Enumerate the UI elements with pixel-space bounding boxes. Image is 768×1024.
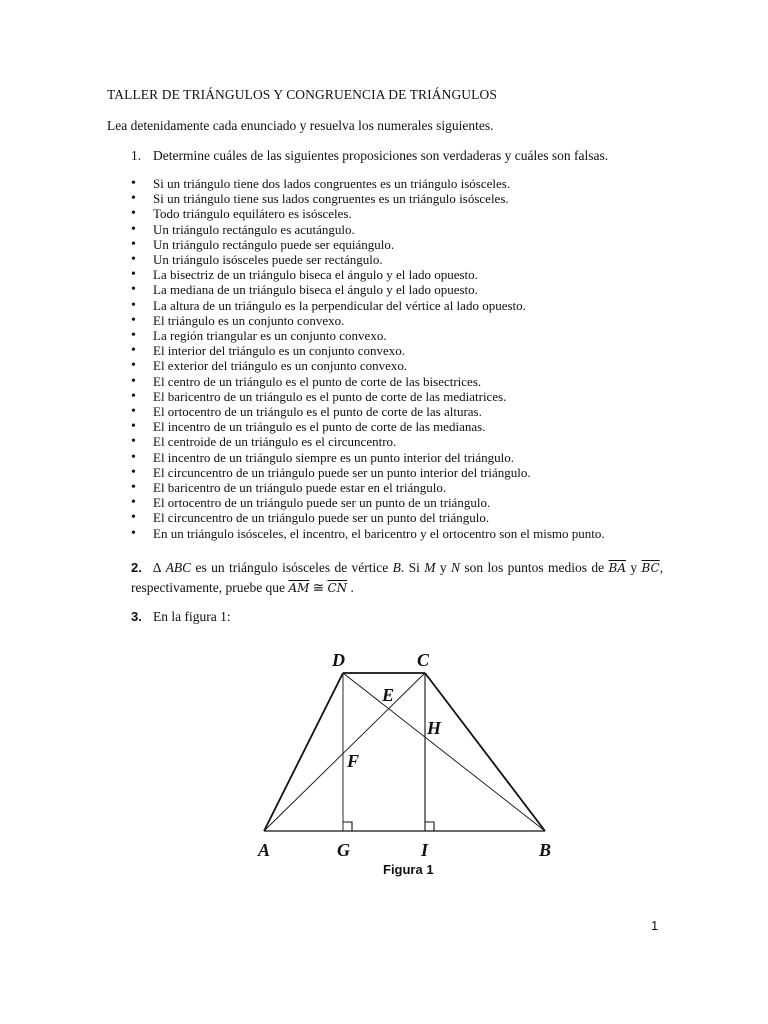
label-b: B: [539, 840, 552, 860]
delta-symbol: ∆: [153, 560, 162, 575]
list-item: • El centro de un triángulo es el punto de corte de las bisectrices.: [131, 374, 605, 389]
list-item: • El triángulo es un conjunto convexo.: [131, 313, 605, 328]
list-item: • Un triángulo rectángulo puede ser equiángulo.: [131, 237, 605, 252]
question-2-text-1: es un triángulo isósceles de vértice: [195, 560, 389, 575]
question-3-number: 3.: [131, 609, 142, 624]
right-angle-g: [343, 822, 352, 831]
conjunction-y: y: [630, 560, 638, 575]
congruence-symbol: ≅: [312, 580, 325, 595]
question-2-text-2: . Si: [400, 560, 420, 575]
label-i: I: [421, 840, 429, 860]
list-item: • El exterior del triángulo es un conjunto convexo.: [131, 358, 605, 373]
question-1: [131, 148, 608, 164]
intro-text: Lea detenidamente cada enunciado y resuelva los numerales siguientes.: [107, 118, 494, 133]
list-item: • El baricentro de un triángulo puede estar en el triángulo.: [131, 480, 605, 495]
question-3: [131, 609, 231, 625]
figure-caption: Figura 1: [383, 862, 434, 877]
side-cb: [425, 673, 545, 831]
question-2-number: 2.: [131, 560, 142, 575]
label-f: F: [347, 751, 360, 771]
page-number: 1: [651, 918, 659, 933]
question-2-text-4: , respectivamente, pruebe que: [131, 560, 664, 595]
question-3-text: En la figura 1:: [153, 609, 231, 624]
label-g: G: [337, 840, 350, 860]
question-1-text: Determine cuáles de las siguientes proposiciones son verdaderas y cuáles son falsas.: [153, 148, 609, 163]
list-item: • El centroide de un triángulo es el circuncentro.: [131, 434, 605, 449]
trapezoid-diagram: [240, 640, 570, 890]
list-item: • La mediana de un triángulo biseca el ángulo y el lado opuesto.: [131, 282, 605, 297]
list-item: • La altura de un triángulo es la perpendicular del vértice al lado opuesto.: [131, 298, 605, 313]
label-h: H: [427, 718, 442, 738]
point-m: M: [424, 560, 436, 575]
list-item: • El interior del triángulo es un conjunto convexo.: [131, 343, 605, 358]
list-item: • El incentro de un triángulo siempre es un punto interior del triángulo.: [131, 450, 605, 465]
point-n: N: [451, 560, 461, 575]
list-item: • El ortocentro de un triángulo es el punto de corte de las alturas.: [131, 404, 605, 419]
question-2: [131, 558, 663, 598]
list-item: • El circuncentro de un triángulo puede ser un punto del triángulo.: [131, 510, 605, 525]
question-2-end: .: [350, 580, 354, 595]
page-title: TALLER DE TRIÁNGULOS Y CONGRUENCIA DE TRIÁNGULOS: [107, 87, 497, 102]
list-item: • El circuncentro de un triángulo puede ser un punto interior del triángulo.: [131, 465, 605, 480]
vertex-b: B: [392, 560, 401, 575]
list-item: • Todo triángulo equilátero es isósceles.: [131, 206, 605, 221]
question-1-number: 1.: [131, 148, 142, 163]
list-item: • El ortocentro de un triángulo puede ser un punto de un triángulo.: [131, 495, 605, 510]
list-item: • Un triángulo isósceles puede ser rectángulo.: [131, 252, 605, 267]
diagonal-ac: [264, 673, 425, 831]
label-d: D: [332, 650, 345, 670]
triangle-abc: ABC: [165, 560, 192, 575]
segment-ba: $\overline{BA}$: [608, 561, 626, 575]
segment-cn: $\overline{CN}$: [327, 581, 348, 595]
label-e: E: [382, 685, 395, 705]
side-ad: [264, 673, 343, 831]
label-c: C: [417, 650, 430, 670]
proposition-list: [131, 176, 605, 541]
conjunction-y: y: [439, 560, 447, 575]
right-angle-i: [425, 822, 434, 831]
segment-bc: $\overline{BC}$: [641, 561, 660, 575]
list-item: • En un triángulo isósceles, el incentro, el baricentro y el ortocentro son el mismo punto.: [131, 526, 605, 541]
segment-am: $\overline{AM}$: [288, 581, 310, 595]
list-item: • El baricentro de un triángulo es el punto de corte de las mediatrices.: [131, 389, 605, 404]
figure-1: [240, 640, 570, 890]
question-2-text-3: son los puntos medios de: [464, 560, 605, 575]
list-item: • La bisectriz de un triángulo biseca el ángulo y el lado opuesto.: [131, 267, 605, 282]
list-item: • La región triangular es un conjunto convexo.: [131, 328, 605, 343]
label-a: A: [258, 840, 271, 860]
list-item: • Un triángulo rectángulo es acutángulo.: [131, 222, 605, 237]
list-item: • El incentro de un triángulo es el punto de corte de las medianas.: [131, 419, 605, 434]
list-item: • Si un triángulo tiene dos lados congruentes es un triángulo isósceles.: [131, 176, 605, 191]
list-item: • Si un triángulo tiene sus lados congruentes es un triángulo isósceles.: [131, 191, 605, 206]
